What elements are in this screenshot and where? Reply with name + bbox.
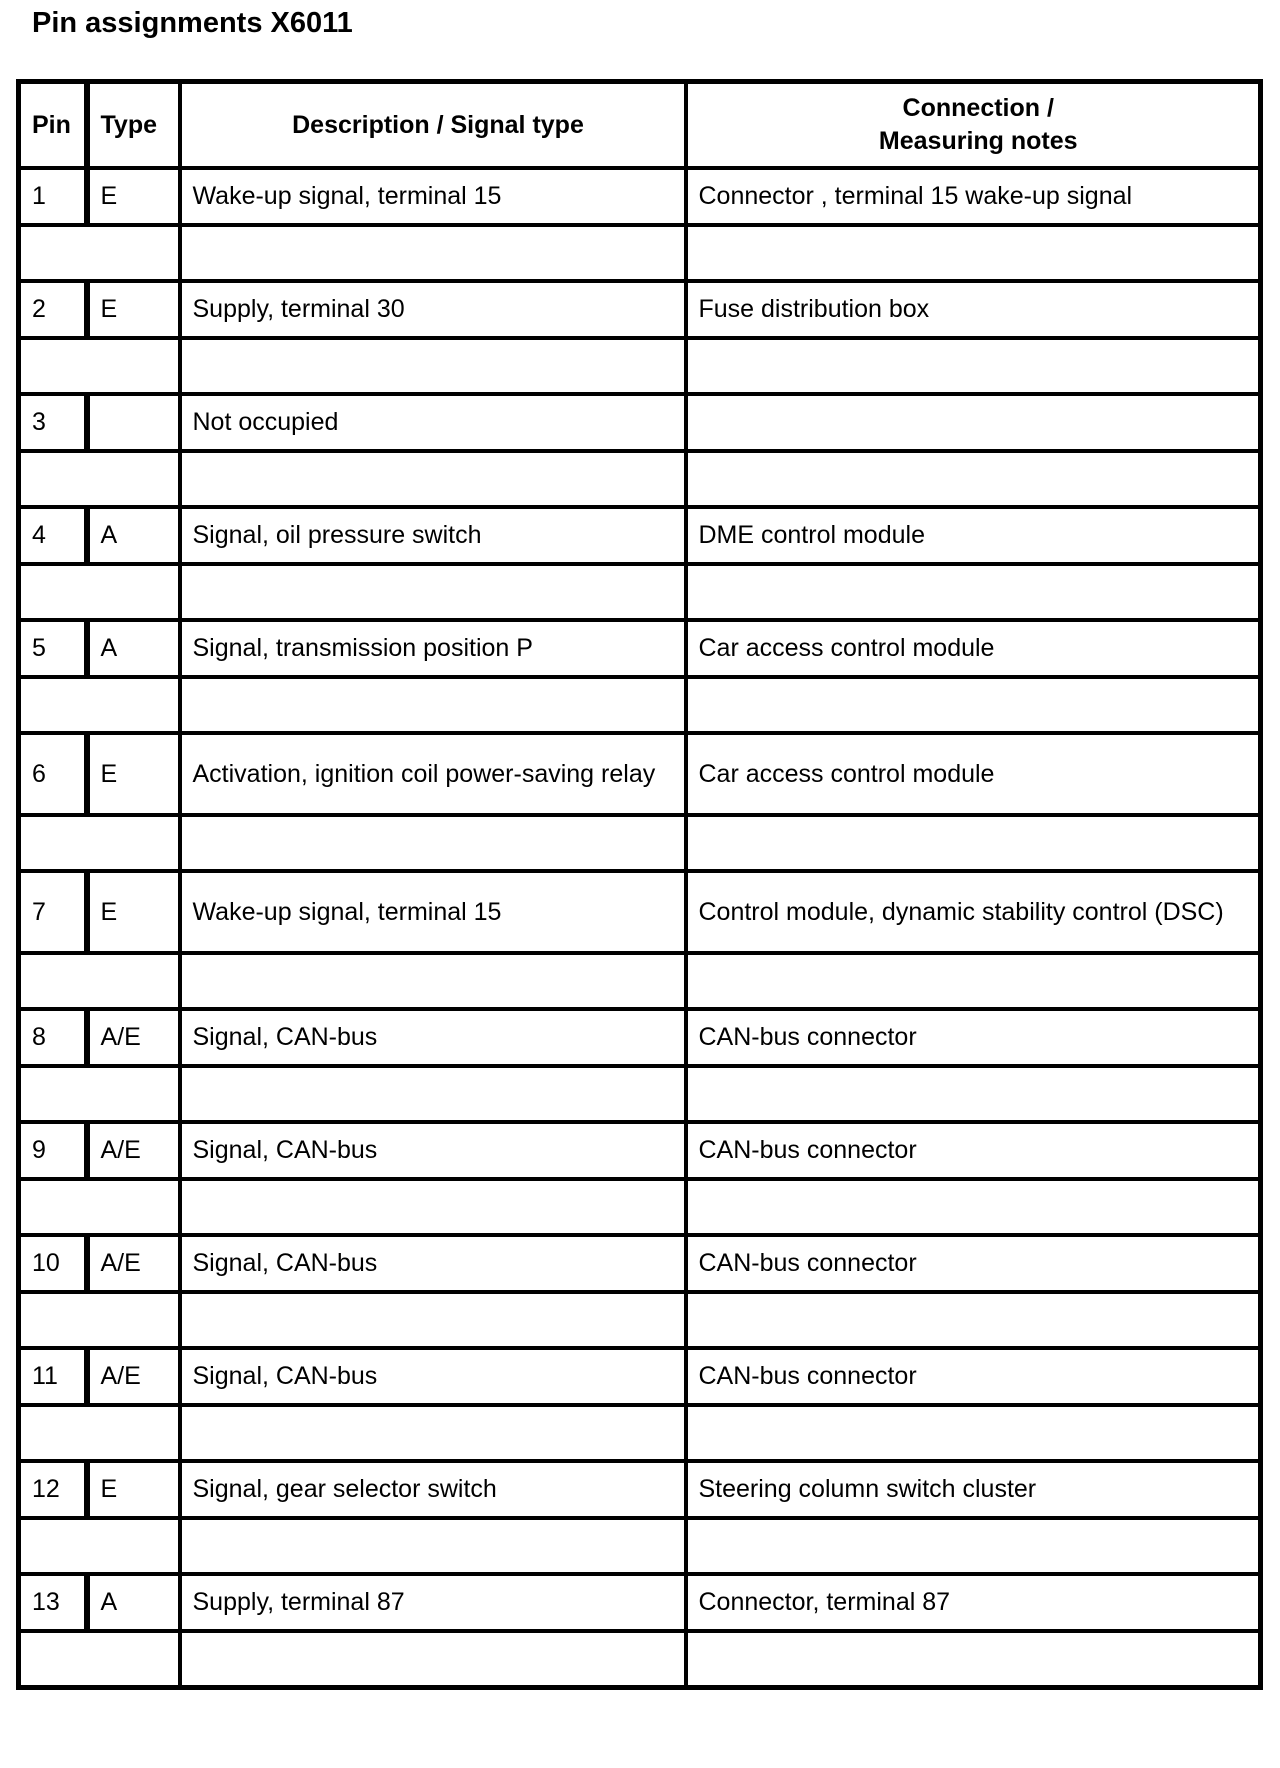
- description-cell: Signal, transmission position P: [180, 620, 686, 677]
- connection-cell: Control module, dynamic stability control (DSC): [686, 871, 1261, 953]
- spacer-cell: [686, 1631, 1261, 1688]
- spacer-cell: [180, 1179, 686, 1235]
- pin-cell: 3: [19, 394, 87, 451]
- table-body: [19, 168, 1261, 1688]
- header-connection-line1: Connection /: [902, 94, 1054, 122]
- description-cell: Supply, terminal 87: [180, 1574, 686, 1631]
- spacer-cell: [180, 1518, 686, 1574]
- spacer-row: [19, 677, 1261, 733]
- spacer-cell: [180, 677, 686, 733]
- table-row: [19, 1348, 1261, 1405]
- pin-cell: 2: [19, 281, 87, 338]
- spacer-cell: [180, 1066, 686, 1122]
- description-cell: Supply, terminal 30: [180, 281, 686, 338]
- description-cell: Activation, ignition coil power-saving relay: [180, 733, 686, 815]
- description-cell: Signal, CAN-bus: [180, 1235, 686, 1292]
- table-row: [19, 1122, 1261, 1179]
- pin-assignment-table: [16, 79, 1263, 1690]
- spacer-cell: [686, 1292, 1261, 1348]
- connection-cell: Connector, terminal 87: [686, 1574, 1261, 1631]
- type-cell: A: [87, 620, 180, 677]
- spacer-row: [19, 953, 1261, 1009]
- table-row: [19, 281, 1261, 338]
- description-cell: Wake-up signal, terminal 15: [180, 168, 686, 225]
- spacer-cell: [19, 225, 180, 281]
- header-description: Description / Signal type: [180, 82, 686, 169]
- pin-cell: 1: [19, 168, 87, 225]
- spacer-cell: [686, 1179, 1261, 1235]
- pin-cell: 12: [19, 1461, 87, 1518]
- pin-cell: 8: [19, 1009, 87, 1066]
- connection-cell: Fuse distribution box: [686, 281, 1261, 338]
- spacer-cell: [19, 338, 180, 394]
- description-cell: Signal, gear selector switch: [180, 1461, 686, 1518]
- pin-cell: 4: [19, 507, 87, 564]
- spacer-cell: [180, 451, 686, 507]
- description-cell: Wake-up signal, terminal 15: [180, 871, 686, 953]
- pin-cell: 6: [19, 733, 87, 815]
- type-cell: E: [87, 871, 180, 953]
- spacer-row: [19, 1066, 1261, 1122]
- type-cell: [87, 394, 180, 451]
- table-row: [19, 733, 1261, 815]
- type-cell: A/E: [87, 1348, 180, 1405]
- connection-cell: Steering column switch cluster: [686, 1461, 1261, 1518]
- spacer-cell: [180, 225, 686, 281]
- connection-cell: Car access control module: [686, 733, 1261, 815]
- spacer-row: [19, 1518, 1261, 1574]
- type-cell: A/E: [87, 1235, 180, 1292]
- type-cell: E: [87, 281, 180, 338]
- header-type: Type: [87, 82, 180, 169]
- pin-cell: 7: [19, 871, 87, 953]
- connection-cell: CAN-bus connector: [686, 1235, 1261, 1292]
- description-cell: Signal, CAN-bus: [180, 1009, 686, 1066]
- spacer-cell: [19, 677, 180, 733]
- connection-cell: [686, 394, 1261, 451]
- header-connection-line2: Measuring notes: [878, 127, 1078, 155]
- type-cell: E: [87, 1461, 180, 1518]
- type-cell: A/E: [87, 1122, 180, 1179]
- spacer-cell: [180, 338, 686, 394]
- spacer-cell: [19, 564, 180, 620]
- spacer-cell: [180, 953, 686, 1009]
- spacer-row: [19, 815, 1261, 871]
- connection-cell: CAN-bus connector: [686, 1009, 1261, 1066]
- spacer-cell: [686, 451, 1261, 507]
- type-cell: E: [87, 168, 180, 225]
- table-row: [19, 620, 1261, 677]
- connection-cell: Connector , terminal 15 wake-up signal: [686, 168, 1261, 225]
- spacer-row: [19, 1405, 1261, 1461]
- spacer-cell: [686, 953, 1261, 1009]
- connection-cell: CAN-bus connector: [686, 1122, 1261, 1179]
- spacer-cell: [686, 677, 1261, 733]
- description-cell: Signal, oil pressure switch: [180, 507, 686, 564]
- spacer-cell: [180, 1631, 686, 1688]
- spacer-cell: [686, 564, 1261, 620]
- spacer-cell: [180, 1292, 686, 1348]
- table-row: [19, 394, 1261, 451]
- spacer-cell: [686, 338, 1261, 394]
- spacer-cell: [19, 1292, 180, 1348]
- pin-cell: 9: [19, 1122, 87, 1179]
- spacer-cell: [180, 815, 686, 871]
- page-title: Pin assignments X6011: [32, 7, 353, 39]
- spacer-row: [19, 338, 1261, 394]
- table-row: [19, 1235, 1261, 1292]
- header-pin: Pin: [19, 82, 87, 169]
- spacer-cell: [19, 1066, 180, 1122]
- spacer-cell: [19, 1179, 180, 1235]
- type-cell: E: [87, 733, 180, 815]
- table-row: [19, 1574, 1261, 1631]
- type-cell: A: [87, 1574, 180, 1631]
- connection-cell: Car access control module: [686, 620, 1261, 677]
- pin-cell: 11: [19, 1348, 87, 1405]
- table-row: [19, 1461, 1261, 1518]
- description-cell: Signal, CAN-bus: [180, 1122, 686, 1179]
- spacer-cell: [19, 1518, 180, 1574]
- spacer-cell: [686, 815, 1261, 871]
- spacer-row: [19, 1631, 1261, 1688]
- spacer-cell: [686, 1405, 1261, 1461]
- type-cell: A/E: [87, 1009, 180, 1066]
- table-row: [19, 168, 1261, 225]
- header-connection: [686, 82, 1261, 169]
- connection-cell: CAN-bus connector: [686, 1348, 1261, 1405]
- spacer-cell: [19, 451, 180, 507]
- connection-cell: DME control module: [686, 507, 1261, 564]
- spacer-cell: [686, 225, 1261, 281]
- description-cell: Signal, CAN-bus: [180, 1348, 686, 1405]
- spacer-row: [19, 451, 1261, 507]
- pin-cell: 13: [19, 1574, 87, 1631]
- pin-cell: 5: [19, 620, 87, 677]
- spacer-cell: [180, 1405, 686, 1461]
- type-cell: A: [87, 507, 180, 564]
- description-cell: Not occupied: [180, 394, 686, 451]
- spacer-row: [19, 1179, 1261, 1235]
- table-row: [19, 507, 1261, 564]
- table-row: [19, 1009, 1261, 1066]
- spacer-cell: [686, 1066, 1261, 1122]
- spacer-row: [19, 1292, 1261, 1348]
- spacer-cell: [19, 815, 180, 871]
- spacer-cell: [180, 564, 686, 620]
- spacer-cell: [19, 1631, 180, 1688]
- pin-cell: 10: [19, 1235, 87, 1292]
- table-header-row: [19, 82, 1261, 169]
- spacer-row: [19, 225, 1261, 281]
- spacer-cell: [19, 953, 180, 1009]
- spacer-cell: [686, 1518, 1261, 1574]
- spacer-cell: [19, 1405, 180, 1461]
- spacer-row: [19, 564, 1261, 620]
- table-row: [19, 871, 1261, 953]
